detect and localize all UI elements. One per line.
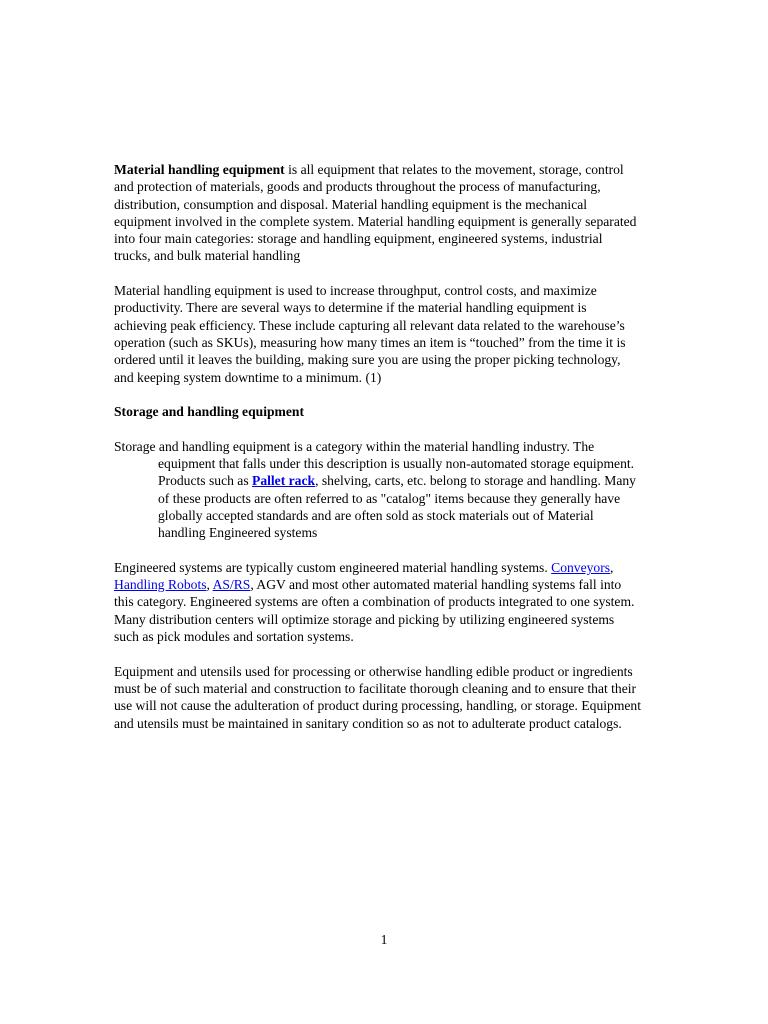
paragraph-sanitation: Equipment and utensils used for processing or otherwise handling edible product or ingredients must be of such material and construction to facilitate thorough cleaning and to ensure that their use will not cause the adulteration of product during processing, handling, or storage. Equipment and utensils must be maintained in sanitary condition so as not to adulterate product catalogs. — [114, 663, 642, 731]
handling-robots-link[interactable]: Handling Robots — [114, 577, 207, 593]
paragraph-definition — [114, 161, 642, 265]
paragraph-efficiency: Material handling equipment is used to increase throughput, control costs, and maximize productivity. There are several ways to determine if the material handling equipment is achieving peak efficiency. These include capturing all relevant data related to the warehouse’s operation (such as SKUs), measuring how many times an item is “touched” from the time it is ordered until it leaves the building, making sure you are using the proper picking technology, and keeping system downtime to a minimum. (1) — [114, 283, 626, 385]
paragraph-engineered-systems — [114, 559, 642, 645]
paragraph-text: , shelving, carts, etc. belong to storage and handling. Many of these products are often referred to as "catalog" items because they generally have globally accepted standards and are often sold as stock materials out of Material handling Engineered systems — [158, 473, 636, 541]
separator: , — [206, 577, 213, 593]
defined-term: Material handling equipment — [114, 162, 285, 177]
conveyors-link[interactable]: Conveyors — [551, 559, 611, 575]
pallet-rack-link[interactable]: Pallet rack — [252, 473, 316, 489]
section-heading: Storage and handling equipment — [114, 404, 304, 420]
separator: , — [610, 559, 614, 575]
page-number: 1 — [380, 932, 388, 947]
paragraph-text: Storage and handling equipment is a category within the material handling industry. The equipment that falls under this description is usually non-automated storage equipment. Products such as — [114, 438, 635, 489]
paragraph-text: , AGV and most other automated material handling systems fall into this category. Engineered systems are often a combination of products integrated to one system. Many distribution centers will optimize storage and picking by utilizing engineered systems such as pick modules and sortation systems. — [114, 577, 635, 645]
paragraph-storage — [114, 438, 642, 542]
document-body — [114, 161, 642, 749]
asrs-link[interactable]: AS/RS — [212, 577, 251, 593]
paragraph-text: Engineered systems are typically custom engineered material handling systems. — [114, 559, 552, 575]
paragraph-text: is all equipment that relates to the movement, storage, control and protection of materials, goods and products throughout the process of manufacturing, distribution, consumption and disposal. Material handling equipment is the mechanical equipment involved in the complete system. Material handling equipment is generally separated into four main categories: storage and handling equipment, engineered systems, industrial trucks, and bulk material handling — [114, 162, 637, 264]
